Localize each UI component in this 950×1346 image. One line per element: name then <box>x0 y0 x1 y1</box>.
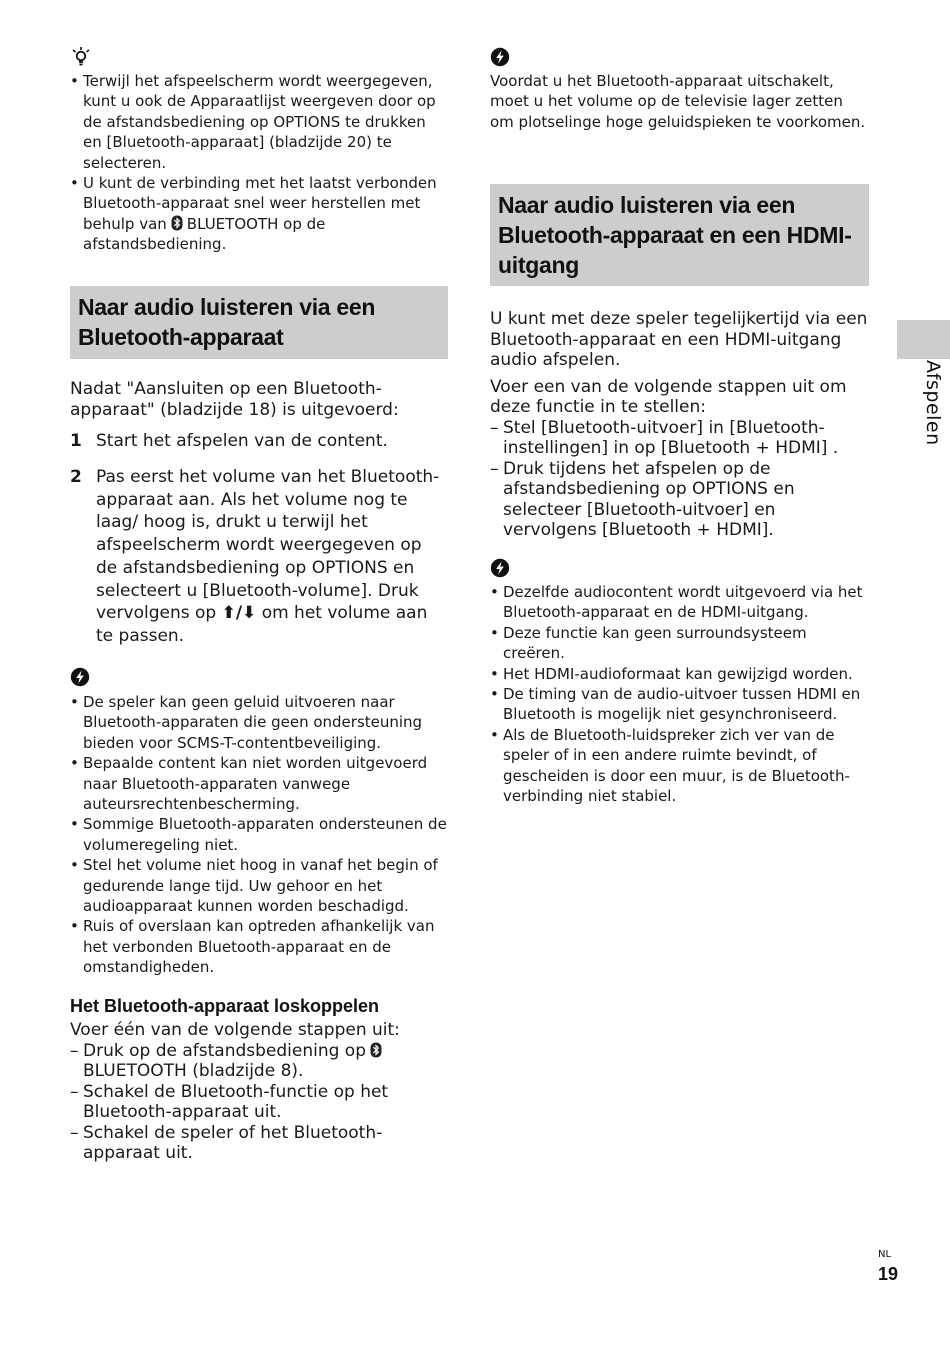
list-item: • U kunt de verbinding met het laatst verbonden Bluetooth-apparaat snel weer herstellen met behulp van BLUETOOTH op de afstandsbediening. <box>70 174 437 254</box>
disconnect-block: Voer één van de volgende stappen uit: – Druk op de afstandsbediening opBLUETOOTH (bladzijde 8). – Schakel de Bluetooth-functie op het Bluetooth-apparaat uit. – Schakel de speler of het Bluetooth-apparaat uit. <box>70 1020 448 1164</box>
section-heading-bluetooth-hdmi: Naar audio luisteren via een Bluetooth-apparaat en een HDMI-uitgang <box>490 184 869 286</box>
section-heading-bluetooth: Naar audio luisteren via een Bluetooth-apparaat <box>70 286 448 359</box>
list-item: – Druk op de afstandsbediening opBLUETOOTH (bladzijde 8). <box>70 1041 448 1082</box>
list-item: – Schakel de Bluetooth-functie op het Bluetooth-apparaat uit. <box>70 1081 389 1122</box>
caution-text: Voordat u het Bluetooth-apparaat uitschakelt, moet u het volume op de televisie lager zetten om plotselinge hoge geluidspieken te voorkomen. <box>490 72 866 131</box>
list-item: • Bepaalde content kan niet worden uitgevoerd naar Bluetooth-apparaten vanwege auteursrechtenbescherming. <box>70 754 428 814</box>
side-tab-label: Afspelen <box>922 360 944 446</box>
list-item: • De speler kan geen geluid uitvoeren naar Bluetooth-apparaten die geen ondersteuning bieden voor SCMS-T-contentbeveiliging. <box>70 693 423 752</box>
side-tab-marker <box>897 320 950 359</box>
list-item: • Dezelfde audiocontent wordt uitgevoerd via het Bluetooth-apparaat en de HDMI-uitgang. <box>490 583 863 622</box>
tips-list <box>70 71 448 255</box>
tip-lightbulb-icon <box>70 46 92 66</box>
list-item: • Terwijl het afspeelscherm wordt weergegeven, kunt u ook de Apparaatlijst weergeven door op de afstandsbediening op OPTIONS te drukken en [Bluetooth-apparaat] (bladzijde 20) te selecteren. <box>70 72 436 172</box>
right-intro: U kunt met deze speler tegelijkertijd via een Bluetooth-apparaat en een HDMI-uitgang audio afspelen. Voer een van de volgende stappen uit om deze functie in te stellen: – Stel [Bluetooth-uitvoer] in [Bluetooth-instellingen] in op [Bluetooth + HDMI] . – Druk tijdens het afspelen op de afstandsbediening op OPTIONS en selecteer [Bluetooth-uitvoer] en vervolgens [Bluetooth + HDMI]. <box>490 309 870 541</box>
list-item: – Druk tijdens het afspelen op de afstandsbediening op OPTIONS en selecteer [Bluetooth-uitvoer] en vervolgens [Bluetooth + HDMI]. <box>490 458 795 540</box>
disconnect-heading: Het Bluetooth-apparaat loskoppelen <box>70 996 380 1016</box>
intro-text: Nadat "Aansluiten op een Bluetooth-apparaat" (bladzijde 18) is uitgevoerd: <box>70 379 399 420</box>
list-item: • Sommige Bluetooth-apparaten ondersteunen de volumeregeling niet. <box>70 815 447 854</box>
list-item: • Ruis of overslaan kan optreden afhankelijk van het verbonden Bluetooth-apparaat en de omstandigheden. <box>70 917 435 977</box>
note-lightning-icon <box>490 47 510 67</box>
note-lightning-icon <box>490 558 510 578</box>
list-item: – Stel [Bluetooth-uitvoer] in [Bluetooth-instellingen] in op [Bluetooth + HDMI] . <box>490 417 839 458</box>
notes-list-right <box>490 582 870 806</box>
list-item: • Als de Bluetooth-luidspreker zich ver van de speler of in een andere ruimte bevindt, of gescheiden is door een muur, is de Bluetooth-verbinding niet stabiel. <box>490 725 850 806</box>
page-number: 19 <box>878 1264 899 1284</box>
setup-steps-list <box>490 418 870 541</box>
list-item: • Het HDMI-audioformaat kan gewijzigd worden. <box>490 664 853 683</box>
notes-list-left <box>70 692 448 978</box>
step-2: 2 Pas eerst het volume van het Bluetooth-apparaat aan. Als het volume nog te laag/ hoog is, drukt u terwijl het afspeelscherm wordt weergegeven op de afstandsbediening op OPTIONS en selecteert u [Bluetooth-volume]. Druk vervolgens op ⬆/⬇ om het volume aan te passen. <box>70 467 440 646</box>
step-1: 1 Start het afspelen van de content. <box>70 431 388 451</box>
list-item: • De timing van de audio-uitvoer tussen HDMI en Bluetooth is mogelijk niet gesynchroniseerd. <box>490 685 861 724</box>
list-item: • Stel het volume niet hoog in vanaf het begin of gedurende lange tijd. Uw gehoor en het audioapparaat kunnen worden beschadigd. <box>70 856 438 916</box>
up-down-arrow-icon: ⬆/⬇ <box>221 603 257 624</box>
bluetooth-icon <box>370 1042 382 1058</box>
bluetooth-icon <box>171 215 183 231</box>
disconnect-list <box>70 1041 448 1164</box>
note-lightning-icon <box>70 667 90 687</box>
footer-language: NL <box>878 1249 892 1260</box>
list-item: • Deze functie kan geen surroundsysteem creëren. <box>490 623 807 663</box>
list-item: – Schakel de speler of het Bluetooth-apparaat uit. <box>70 1122 383 1163</box>
